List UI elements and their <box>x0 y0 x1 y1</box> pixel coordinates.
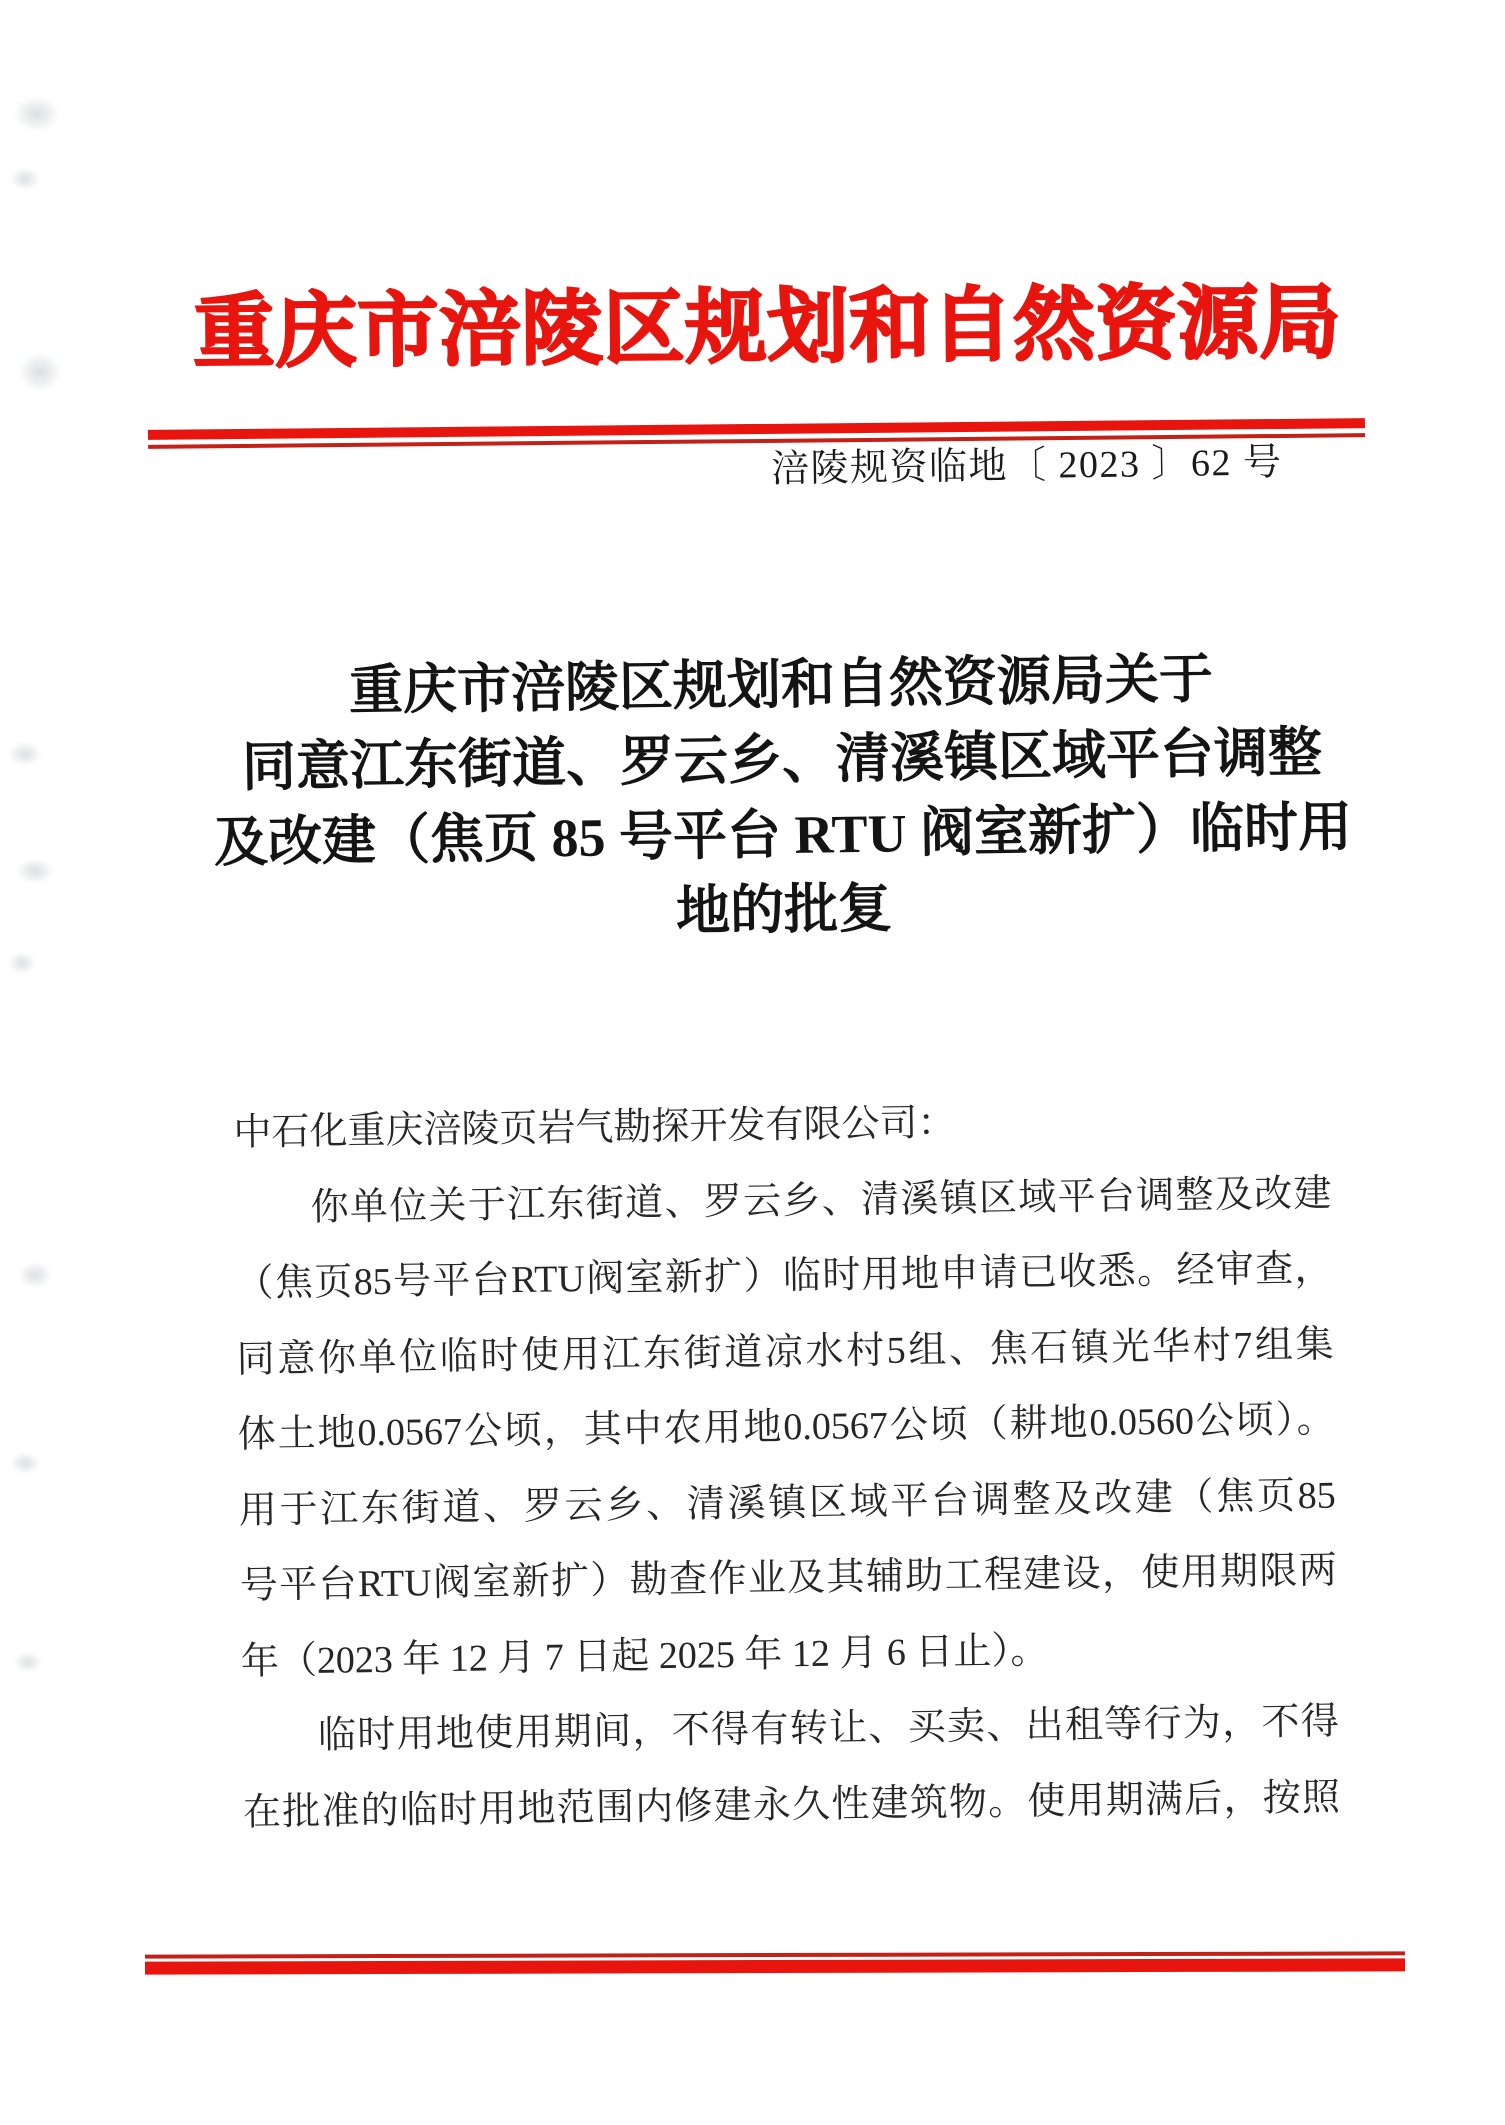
body-line: 在批准的临时用地范围内修建永久性建筑物。使用期满后，按照 <box>242 1776 1341 1834</box>
body-line: 同意你单位临时使用江东街道凉水村5组、焦石镇光华村7组集 <box>236 1323 1334 1381</box>
body-line: （焦页85号平台RTU阀室新扩）临时用地申请已收悉。经审查， <box>235 1247 1333 1305</box>
title-line-1: 重庆市涪陵区规划和自然资源局关于 <box>348 648 1214 722</box>
scan-artifact <box>8 952 36 974</box>
document-number: 涪陵规资临地〔 2023 〕62 号 <box>771 441 1284 491</box>
agency-name: 重庆市涪陵区规划和自然资源局 <box>193 277 1342 379</box>
scan-artifact <box>14 1652 42 1672</box>
title-line-3: 及改建（焦页 85 号平台 RTU 阀室新扩）临时用 <box>213 797 1353 873</box>
title-line-4: 地的批复 <box>675 878 893 942</box>
scan-artifact <box>8 742 42 766</box>
scan-artifact <box>18 1262 52 1288</box>
body-line: 号平台RTU阀室新扩）勘查作业及其辅助工程建设，使用期限两 <box>239 1549 1338 1607</box>
body-line: 用于江东街道、罗云乡、清溪镇区域平台调整及改建（焦页85 <box>238 1474 1336 1532</box>
document-title <box>128 639 1437 957</box>
document-body <box>233 1081 1340 1851</box>
body-line: 体土地0.0567公顷，其中农用地0.0567公顷（耕地0.0560公顷）。 <box>237 1398 1335 1456</box>
scan-artifact <box>10 1452 40 1474</box>
scan-artifact <box>18 352 62 392</box>
body-line: 临时用地使用期间，不得有转让、买卖、出租等行为，不得 <box>317 1700 1340 1757</box>
title-line-2: 同意江东街道、罗云乡、清溪镇区域平台调整 <box>241 722 1323 798</box>
salutation-line: 中石化重庆涪陵页岩气勘探开发有限公司： <box>233 1101 956 1154</box>
footer-rule <box>145 1951 1405 1974</box>
body-line: 你单位关于江东街道、罗云乡、清溪镇区域平台调整及改建 <box>310 1172 1332 1229</box>
body-line: 年（2023 年 12 月 7 日起 2025 年 12 月 6 日止）。 <box>240 1629 1049 1683</box>
scan-artifact <box>16 858 54 884</box>
footer-rule-thick <box>145 1958 1405 1974</box>
scan-artifact <box>14 96 60 132</box>
scan-artifact <box>10 168 40 190</box>
